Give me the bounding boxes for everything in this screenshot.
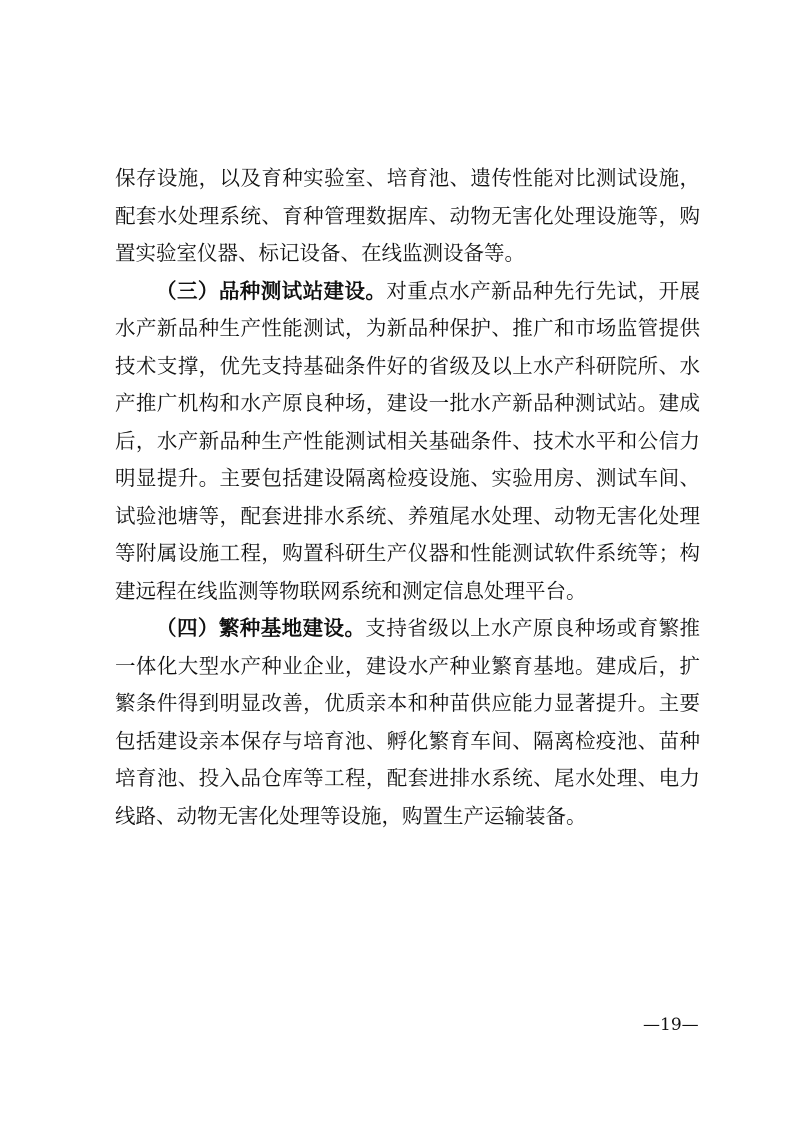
section-heading: （三）品种测试站建设。 bbox=[156, 278, 387, 303]
text-line: 置实验室仪器、标记设备、在线监测设备等。 bbox=[115, 241, 525, 265]
text-line: 建远程在线监测等物联网系统和测定信息处理平台。 bbox=[115, 578, 587, 603]
text-line: 等附属设施工程，购置科研生产仪器和性能测试软件系统等；构 bbox=[115, 541, 700, 565]
text-line: 线路、动物无害化处理等设施，购置生产运输装备。 bbox=[115, 803, 587, 828]
text-line bbox=[115, 273, 700, 311]
text-run: 对重点水产新品种先行先试，开展 bbox=[386, 278, 701, 303]
page-number: —19— bbox=[643, 1015, 699, 1035]
paragraph-3 bbox=[115, 610, 700, 835]
text-line: 技术支撑，优先支持基础条件好的省级及以上水产科研院所、水 bbox=[115, 353, 700, 378]
text-line bbox=[115, 610, 700, 648]
text-run: 支持省级以上水产原良种场或育繁推 bbox=[365, 616, 701, 640]
text-line: 一体化大型水产种业企业，建设水产种业繁育基地。建成后，扩 bbox=[115, 653, 700, 678]
paragraph-1 bbox=[115, 160, 700, 273]
text-line: 水产新品种生产性能测试，为新品种保护、推广和市场监管提供 bbox=[115, 316, 700, 340]
text-line: 包括建设亲本保存与培育池、孵化繁育车间、隔离检疫池、苗种 bbox=[115, 728, 700, 753]
section-heading: （四）繁种基地建设。 bbox=[156, 616, 366, 640]
text-line: 明显提升。主要包括建设隔离检疫设施、实验用房、测试车间、 bbox=[115, 466, 700, 490]
text-line: 保存设施，以及育种实验室、培育池、遗传性能对比测试设施， bbox=[115, 166, 700, 190]
text-line: 试验池塘等，配套进排水系统、养殖尾水处理、动物无害化处理 bbox=[115, 503, 700, 528]
text-line: 培育池、投入品仓库等工程，配套进排水系统、尾水处理、电力 bbox=[115, 766, 700, 790]
body-text bbox=[115, 160, 700, 835]
text-line: 繁条件得到明显改善，优质亲本和种苗供应能力显著提升。主要 bbox=[115, 691, 700, 715]
paragraph-2 bbox=[115, 273, 700, 611]
text-line: 后，水产新品种生产性能测试相关基础条件、技术水平和公信力 bbox=[115, 428, 700, 453]
text-line: 配套水处理系统、育种管理数据库、动物无害化处理设施等，购 bbox=[115, 203, 700, 228]
text-line: 产推广机构和水产原良种场，建设一批水产新品种测试站。建成 bbox=[115, 391, 700, 415]
